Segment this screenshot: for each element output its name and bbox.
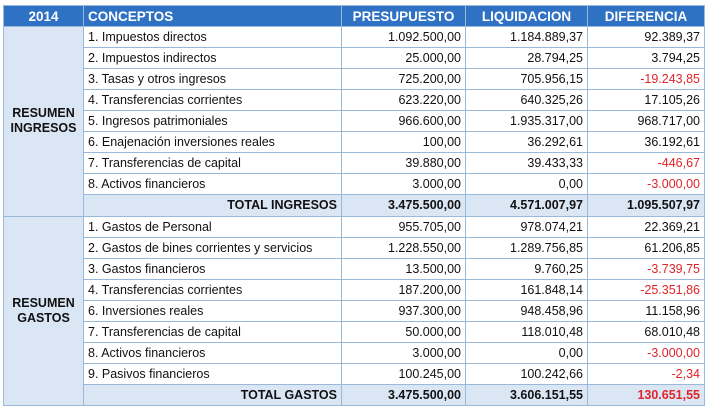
- budget-cell: 1.228.550,00: [342, 237, 466, 258]
- budget-cell: 937.300,00: [342, 300, 466, 321]
- concept-cell: 3. Gastos financieros: [84, 258, 342, 279]
- difference-header: DIFERENCIA: [588, 6, 705, 27]
- income-section: [4, 27, 705, 217]
- section-label-expenses: RESUMEN GASTOS: [4, 216, 84, 406]
- table-row: [4, 363, 705, 384]
- settlement-cell: 39.433,33: [466, 153, 588, 174]
- section-label-income: RESUMEN INGRESOS: [4, 27, 84, 217]
- header-row: [4, 6, 705, 27]
- settlement-cell: 100.242,66: [466, 363, 588, 384]
- difference-cell: 968.717,00: [588, 111, 705, 132]
- total-row-income: [4, 195, 705, 216]
- budget-cell: 25.000,00: [342, 48, 466, 69]
- total-settlement: 4.571.007,97: [466, 195, 588, 216]
- budget-cell: 187.200,00: [342, 279, 466, 300]
- total-row-expenses: [4, 384, 705, 405]
- concept-cell: 4. Transferencias corrientes: [84, 279, 342, 300]
- settlement-cell: 978.074,21: [466, 216, 588, 237]
- concept-cell: 2. Impuestos indirectos: [84, 48, 342, 69]
- settlement-cell: 1.289.756,85: [466, 237, 588, 258]
- budget-summary-table: [3, 5, 705, 406]
- settlement-header: LIQUIDACION: [466, 6, 588, 27]
- concept-cell: 6. Inversiones reales: [84, 300, 342, 321]
- table-row: [4, 300, 705, 321]
- budget-cell: 725.200,00: [342, 69, 466, 90]
- budget-cell: 3.000,00: [342, 174, 466, 195]
- concept-cell: 8. Activos financieros: [84, 342, 342, 363]
- difference-cell: 3.794,25: [588, 48, 705, 69]
- total-budget: 3.475.500,00: [342, 195, 466, 216]
- concept-cell: 9. Pasivos financieros: [84, 363, 342, 384]
- concept-cell: 6. Enajenación inversiones reales: [84, 132, 342, 153]
- budget-cell: 100.245,00: [342, 363, 466, 384]
- budget-header: PRESUPUESTO: [342, 6, 466, 27]
- settlement-cell: 161.848,14: [466, 279, 588, 300]
- total-label: TOTAL INGRESOS: [84, 195, 342, 216]
- settlement-cell: 9.760,25: [466, 258, 588, 279]
- difference-cell: -25.351,86: [588, 279, 705, 300]
- settlement-cell: 0,00: [466, 342, 588, 363]
- difference-cell: 11.158,96: [588, 300, 705, 321]
- concept-cell: 7. Transferencias de capital: [84, 321, 342, 342]
- total-budget: 3.475.500,00: [342, 384, 466, 405]
- table-row: [4, 174, 705, 195]
- table-row: [4, 237, 705, 258]
- difference-cell: 22.369,21: [588, 216, 705, 237]
- table-row: [4, 90, 705, 111]
- settlement-cell: 948.458,96: [466, 300, 588, 321]
- difference-cell: 17.105,26: [588, 90, 705, 111]
- settlement-cell: 705.956,15: [466, 69, 588, 90]
- table-row: [4, 342, 705, 363]
- total-label: TOTAL GASTOS: [84, 384, 342, 405]
- budget-cell: 39.880,00: [342, 153, 466, 174]
- concept-cell: 2. Gastos de bines corrientes y servicios: [84, 237, 342, 258]
- year-header: 2014: [4, 6, 84, 27]
- total-difference: 130.651,55: [588, 384, 705, 405]
- budget-cell: 3.000,00: [342, 342, 466, 363]
- concept-cell: 4. Transferencias corrientes: [84, 90, 342, 111]
- table-row: [4, 153, 705, 174]
- budget-cell: 13.500,00: [342, 258, 466, 279]
- difference-cell: -3.000,00: [588, 342, 705, 363]
- difference-cell: -446,67: [588, 153, 705, 174]
- difference-cell: -2,34: [588, 363, 705, 384]
- concept-cell: 7. Transferencias de capital: [84, 153, 342, 174]
- table-row: [4, 279, 705, 300]
- budget-cell: 623.220,00: [342, 90, 466, 111]
- table-row: [4, 216, 705, 237]
- difference-cell: 92.389,37: [588, 27, 705, 48]
- budget-cell: 955.705,00: [342, 216, 466, 237]
- settlement-cell: 1.935.317,00: [466, 111, 588, 132]
- table-row: [4, 27, 705, 48]
- table-row: [4, 48, 705, 69]
- concept-cell: 1. Gastos de Personal: [84, 216, 342, 237]
- table-row: [4, 132, 705, 153]
- difference-cell: -3.000,00: [588, 174, 705, 195]
- concept-cell: 3. Tasas y otros ingresos: [84, 69, 342, 90]
- difference-cell: 68.010,48: [588, 321, 705, 342]
- table-row: [4, 111, 705, 132]
- table-row: [4, 69, 705, 90]
- budget-cell: 100,00: [342, 132, 466, 153]
- settlement-cell: 1.184.889,37: [466, 27, 588, 48]
- concept-cell: 8. Activos financieros: [84, 174, 342, 195]
- budget-cell: 1.092.500,00: [342, 27, 466, 48]
- settlement-cell: 118.010,48: [466, 321, 588, 342]
- difference-cell: -19.243,85: [588, 69, 705, 90]
- difference-cell: 61.206,85: [588, 237, 705, 258]
- settlement-cell: 28.794,25: [466, 48, 588, 69]
- budget-cell: 966.600,00: [342, 111, 466, 132]
- concept-cell: 1. Impuestos directos: [84, 27, 342, 48]
- settlement-cell: 36.292,61: [466, 132, 588, 153]
- settlement-cell: 640.325,26: [466, 90, 588, 111]
- settlement-cell: 0,00: [466, 174, 588, 195]
- difference-cell: 36.192,61: [588, 132, 705, 153]
- concept-cell: 5. Ingresos patrimoniales: [84, 111, 342, 132]
- table-row: [4, 258, 705, 279]
- concepts-header: CONCEPTOS: [84, 6, 342, 27]
- expenses-section: [4, 216, 705, 406]
- difference-cell: -3.739,75: [588, 258, 705, 279]
- total-difference: 1.095.507,97: [588, 195, 705, 216]
- table-row: [4, 321, 705, 342]
- total-settlement: 3.606.151,55: [466, 384, 588, 405]
- budget-cell: 50.000,00: [342, 321, 466, 342]
